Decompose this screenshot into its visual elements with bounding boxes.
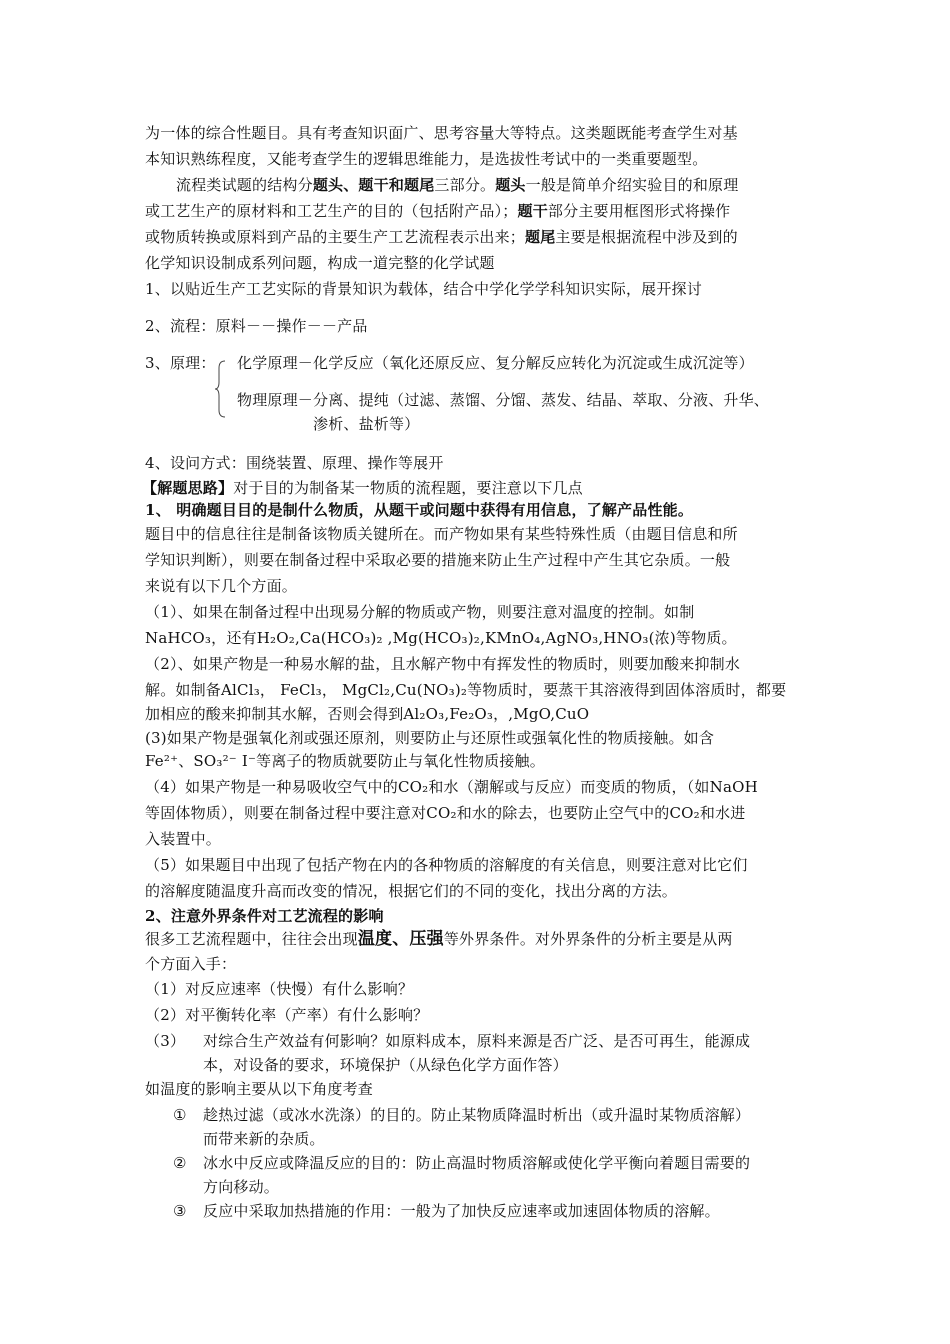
point-1: 1、以贴近生产工艺实际的背景知识为载体，结合中学化学学科知识实际，展开探讨	[145, 280, 702, 298]
method-section-1-line-1: 题目中的信息往往是制备该物质关键所在。而产物如果有某些特殊性质（由题目信息和所	[145, 525, 738, 543]
method-section-1-line-3: 来说有以下几个方面。	[145, 577, 298, 595]
point-4: 4、设问方式：围绕装置、原理、操作等展开	[145, 454, 444, 472]
case-4-line-1: （4）如果产物是一种易吸收空气中的CO₂和水（潮解或与反应）而变质的物质，（如NaOH	[145, 778, 758, 796]
external-question-1: （1）对反应速率（快慢）有什么影响？	[145, 980, 414, 998]
method-heading	[142, 478, 583, 498]
case-1-line-1: （1）、如果在制备过程中出现易分解的物质或产物，则要注意对温度的控制。如制	[145, 603, 695, 621]
temperature-intro: 如温度的影响主要从以下角度考查	[145, 1080, 374, 1098]
external-question-3-line-1: 对综合生产效益有何影响？如原料成本，原料来源是否广泛、是否可再生，能源成	[203, 1032, 751, 1050]
point-3-physics-line-1: 物理原理－分离、提纯（过滤、蒸馏、分馏、蒸发、结晶、萃取、分液、升华、	[237, 391, 770, 409]
structure-text: 或物质转换或原料到产品的主要生产工艺流程表示出来；	[145, 228, 526, 246]
case-5-line-1: （5）如果题目中出现了包括产物在内的各种物质的溶解度的有关信息，则要注意对比它们	[145, 856, 748, 874]
case-1-line-2: NaHCO₃，还有H₂O₂,Ca(HCO₃)₂ ,Mg(HCO₃)₂,KMnO₄,AgNO₃,HNO₃(浓)等物质。	[145, 629, 737, 647]
structure-line-3	[145, 227, 738, 247]
structure-line-2	[145, 201, 730, 221]
structure-text: 部分主要用框图形式将操作	[547, 202, 731, 220]
case-3-line-1: (3)如果产物是强氧化剂或强还原剂，则要防止与还原性或强氧化性的物质接触。如含	[145, 729, 715, 747]
temperature-item-1-number: ①	[173, 1106, 187, 1124]
structure-text: 或工艺生产的原材料和工艺生产的目的（包括附产品）；	[145, 202, 518, 220]
structure-bold-tail: 题尾	[525, 228, 556, 246]
case-4-line-3: 入装置中。	[145, 830, 222, 848]
external-question-2: （2）对平衡转化率（产率）有什么影响？	[145, 1006, 429, 1024]
external-text: 很多工艺流程题中，往往会出现	[145, 930, 358, 948]
case-2-line-3: 加相应的酸来抑制其水解，否则会得到Al₂O₃,Fe₂O₃，,MgO,CuO	[145, 705, 590, 723]
temperature-item-3-number: ③	[173, 1202, 187, 1220]
case-3-line-2: Fe²⁺、SO₃²⁻ I⁻等离子的物质就要防止与氧化性物质接触。	[145, 752, 545, 770]
temperature-item-2-number: ②	[173, 1154, 187, 1172]
structure-text: 主要是根据流程中涉及到的	[555, 228, 738, 246]
structure-line-4: 化学知识设制成系列问题，构成一道完整的化学试题	[145, 254, 495, 272]
structure-bold-head: 题头	[495, 176, 526, 194]
structure-bold-parts: 题头、题干和题尾	[312, 176, 435, 194]
structure-text: 一般是简单介绍实验目的和原理	[525, 176, 739, 194]
method-heading-text: 对于目的为制备某一物质的流程题，要注意以下几点	[233, 479, 583, 497]
external-question-3-number: （3）	[145, 1032, 186, 1050]
curly-brace-icon	[214, 360, 226, 418]
method-section-1-title: 1、 明确题目目的是制什么物质，从题干或问题中获得有用信息，了解产品性能。	[145, 501, 694, 519]
external-question-3-line-2: 本，对设备的要求，环境保护（从绿色化学方面作答）	[203, 1056, 568, 1074]
case-2-line-2: 解。如制备AlCl₃， FeCl₃， MgCl₂,Cu(NO₃)₂等物质时，要蒸干其溶液得到固体溶质时，都要	[145, 681, 787, 699]
structure-text: 三部分。	[434, 176, 496, 194]
external-line-2: 个方面入手：	[145, 955, 237, 973]
intro-line-2: 本知识熟练程度，又能考查学生的逻辑思维能力，是选拔性考试中的一类重要题型。	[145, 150, 708, 168]
point-3-chemistry: 化学原理－化学反应（氧化还原反应、复分解反应转化为沉淀或生成沉淀等）	[237, 354, 754, 372]
point-3-physics-line-2: 渗析、盐析等）	[313, 415, 420, 433]
external-line-1	[145, 929, 733, 949]
method-heading-label: 【解题思路】	[142, 479, 234, 497]
point-3-label: 3、原理：	[145, 354, 216, 372]
case-5-line-2: 的溶解度随温度升高而改变的情况，根据它们的不同的变化，找出分离的方法。	[145, 882, 678, 900]
intro-line-1: 为一体的综合性题目。具有考查知识面广、思考容量大等特点。这类题既能考查学生对基	[145, 124, 738, 142]
case-2-line-1: （2）、如果产物是一种易水解的盐，且水解产物中有挥发性的物质时，则要加酸来抑制水	[145, 655, 741, 673]
temperature-item-1-line-2: 而带来新的杂质。	[203, 1130, 325, 1148]
external-title: 2、注意外界条件对工艺流程的影响	[145, 907, 384, 925]
temperature-item-3-line-1: 反应中采取加热措施的作用：一般为了加快反应速率或加速固体物质的溶解。	[203, 1202, 720, 1220]
temperature-item-1-line-1: 趁热过滤（或冰水洗涤）的目的。防止某物质降温时析出（或升温时某物质溶解）	[203, 1106, 751, 1124]
structure-bold-body: 题干	[517, 202, 548, 220]
external-text: 等外界条件。对外界条件的分析主要是从两	[443, 930, 733, 948]
structure-line-1	[176, 175, 738, 195]
temperature-item-2-line-2: 方向移动。	[203, 1178, 280, 1196]
case-4-line-2: 等固体物质），则要在制备过程中要注意对CO₂和水的除去，也要防止空气中的CO₂和水进	[145, 804, 746, 822]
temperature-item-2-line-1: 冰水中反应或降温反应的目的：防止高温时物质溶解或使化学平衡向着题目需要的	[203, 1154, 751, 1172]
external-emphasis: 温度、压强	[357, 929, 444, 949]
method-section-1-line-2: 学知识判断），则要在制备过程中采取必要的措施来防止生产过程中产生其它杂质。一般	[145, 551, 731, 569]
point-2: 2、流程：原料－－操作－－产品	[145, 317, 368, 335]
structure-text: 流程类试题的结构分	[176, 176, 313, 194]
